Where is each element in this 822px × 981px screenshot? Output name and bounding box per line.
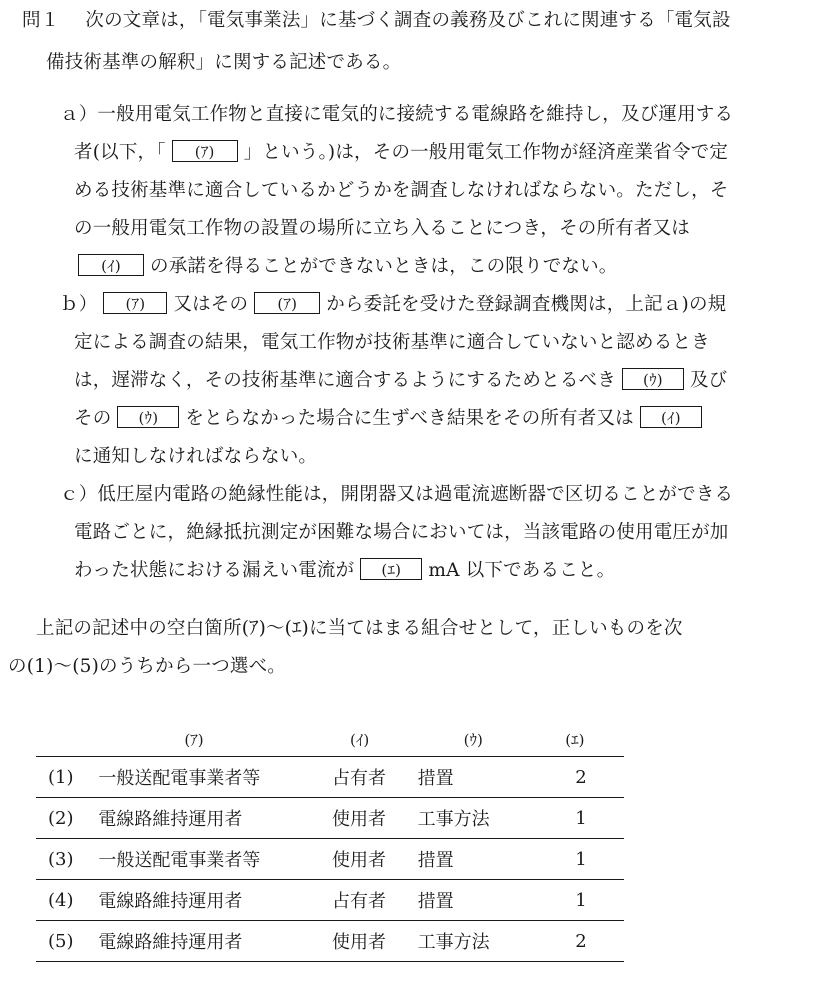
- question-intro-line-2: 備技術基準の解釈」に関する記述である。: [46, 52, 402, 73]
- choice-e: 2: [547, 921, 624, 962]
- header-u: (ｳ): [418, 722, 548, 757]
- choice-row: [36, 880, 624, 921]
- choice-i: 占有者: [332, 880, 418, 921]
- question-intro-line-1: 問１ 次の文章は，「電気事業法」に基づく調査の義務及びこれに関連する「電気設: [22, 10, 731, 31]
- choice-number: (4): [36, 880, 98, 921]
- instruction-line-2: の(1)～(5)のうちから一つ選べ。: [8, 656, 287, 677]
- choice-u: 工事方法: [418, 798, 548, 839]
- header-e: (ｴ): [547, 722, 624, 757]
- choice-row: [36, 798, 624, 839]
- para-c-line-3: わった状態における漏えい電流が (ｴ) mA 以下であること。: [74, 560, 616, 581]
- para-b-line-2: 定による調査の結果，電気工作物が技術基準に適合していないと認めるとき: [74, 332, 710, 353]
- choice-number: (2): [36, 798, 98, 839]
- choices-table: [36, 722, 624, 962]
- choice-row: [36, 839, 624, 880]
- para-a-line-2: 者(以下，「 (ｱ) 」という。)は，その一般用電気工作物が経済産業省令で定: [74, 142, 729, 163]
- blank-i: (ｲ): [78, 254, 144, 276]
- blank-u: (ｳ): [117, 406, 179, 428]
- choice-e: 2: [547, 757, 624, 798]
- choice-i: 占有者: [332, 757, 418, 798]
- blank-u: (ｳ): [622, 368, 684, 390]
- choice-row: [36, 921, 624, 962]
- choice-e: 1: [547, 839, 624, 880]
- para-b-line-1: ｂ） (ｱ) 又はその (ｱ) から委託を受けた登録調査機関は，上記ａ)の規: [60, 294, 727, 315]
- choice-i: 使用者: [332, 921, 418, 962]
- header-a: (ｱ): [98, 722, 332, 757]
- para-a-line-4: の一般用電気工作物の設置の場所に立ち入ることにつき，その所有者又は: [74, 218, 690, 239]
- choice-i: 使用者: [332, 798, 418, 839]
- choice-a: 一般送配電事業者等: [98, 757, 332, 798]
- blank-e: (ｴ): [360, 558, 422, 580]
- choices-header-row: [36, 722, 624, 757]
- choice-i: 使用者: [332, 839, 418, 880]
- choice-number: (5): [36, 921, 98, 962]
- choice-number: (1): [36, 757, 98, 798]
- header-i: (ｲ): [332, 722, 418, 757]
- choice-a: 電線路維持運用者: [98, 921, 332, 962]
- choice-u: 措置: [418, 757, 548, 798]
- para-c-line-1: ｃ）低圧屋内電路の絶縁性能は，開閉器又は過電流遮断器で区切ることができる: [60, 484, 734, 505]
- blank-a: (ｱ): [103, 292, 167, 314]
- choice-a: 一般送配電事業者等: [98, 839, 332, 880]
- choice-a: 電線路維持運用者: [98, 880, 332, 921]
- instruction-line-1: 上記の記述中の空白箇所(ｱ)～(ｴ)に当てはまる組合せとして，正しいものを次: [36, 618, 683, 639]
- para-b-line-5: に通知しなければならない。: [74, 446, 318, 467]
- blank-i: (ｲ): [640, 406, 702, 428]
- choice-a: 電線路維持運用者: [98, 798, 332, 839]
- para-b-line-3: は，遅滞なく，その技術基準に適合するようにするためとるべき (ｳ) 及び: [74, 370, 728, 391]
- question-number: 問１: [22, 10, 60, 31]
- choice-u: 工事方法: [418, 921, 548, 962]
- para-a-line-1: ａ）一般用電気工作物と直接に電気的に接続する電線路を維持し，及び運用する: [60, 104, 734, 125]
- choice-u: 措置: [418, 880, 548, 921]
- blank-a: (ｱ): [172, 140, 238, 162]
- para-c-line-2: 電路ごとに，絶縁抵抗測定が困難な場合においては，当該電路の使用電圧が加: [74, 522, 729, 543]
- choice-number: (3): [36, 839, 98, 880]
- para-a-line-5: (ｲ) の承諾を得ることができないときは，この限りでない。: [74, 254, 618, 280]
- choice-row: [36, 757, 624, 798]
- choice-e: 1: [547, 880, 624, 921]
- choice-u: 措置: [418, 839, 548, 880]
- para-a-line-3: める技術基準に適合しているかどうかを調査しなければならない。ただし，そ: [74, 180, 729, 201]
- blank-a: (ｱ): [254, 292, 320, 314]
- para-b-line-4: その (ｳ) をとらなかった場合に生ずべき結果をその所有者又は (ｲ): [74, 406, 708, 432]
- choice-e: 1: [547, 798, 624, 839]
